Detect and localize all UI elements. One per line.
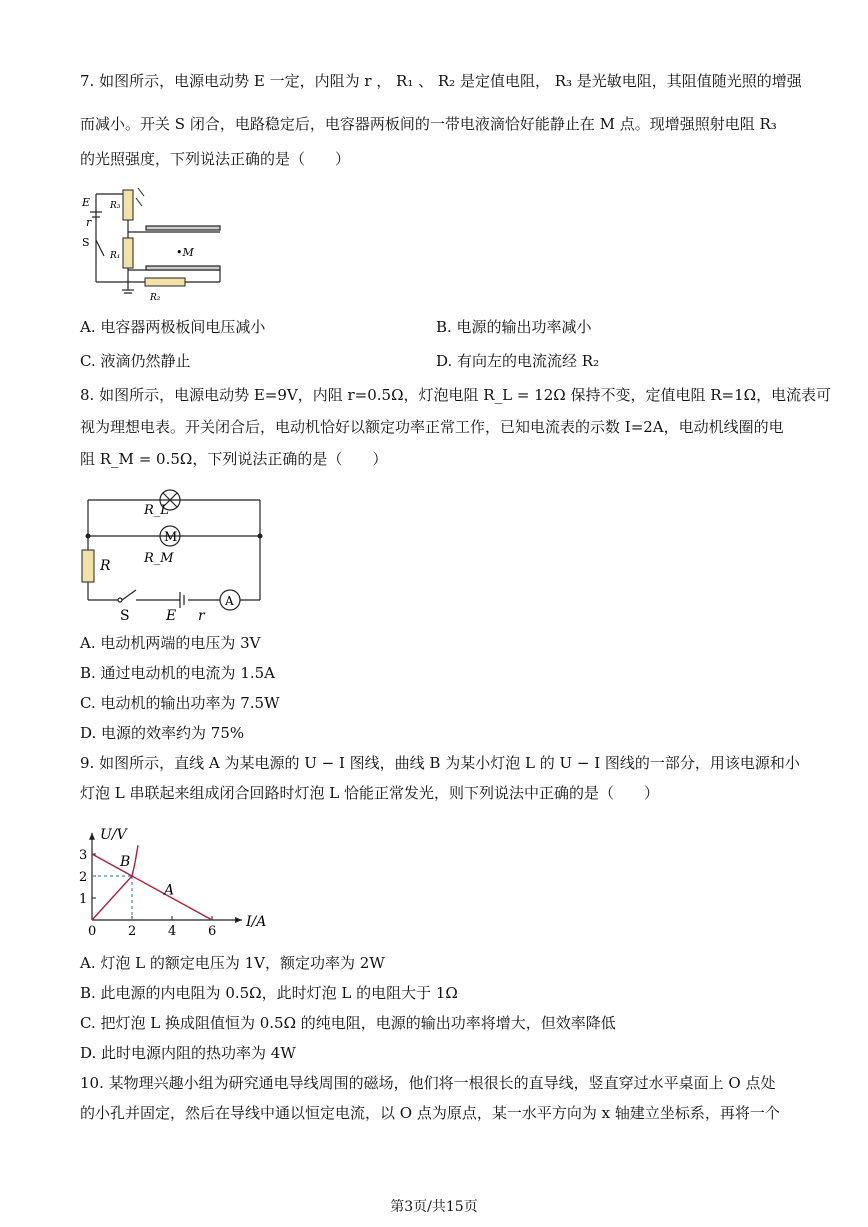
q8-circuit-figure xyxy=(80,482,270,622)
q8-line-1: 8. 如图所示，电源电动势 E=9V，内阻 r=0.5Ω，灯泡电阻 R_L = 12Ω 保持不变，定值电阻 R=1Ω，电流表可 xyxy=(80,386,832,404)
q8-label-motor: M xyxy=(164,530,178,545)
x-tick-label: 6 xyxy=(208,924,217,939)
q7-label-R3: R₃ xyxy=(110,201,121,211)
q7-label-R1: R₁ xyxy=(110,251,121,261)
q7-label-r: r xyxy=(86,216,92,229)
q9-line-2: 灯泡 L 串联起来组成闭合回路时灯泡 L 恰能正常发光，则下列说法中正确的是（ ） xyxy=(80,784,659,802)
q9-ui-chart xyxy=(76,808,276,948)
q7-option-c[interactable]: C. 液滴仍然静止 xyxy=(80,352,191,370)
q10-line-2: 的小孔并固定，然后在导线中通以恒定电流，以 O 点为原点，某一水平方向为 x 轴建立坐标系，再将一个 xyxy=(80,1104,780,1122)
q7-line-1: 7. 如图所示，电源电动势 E 一定，内阻为 r ， R₁ 、 R₂ 是定值电阻， R₃ 是光敏电阻，其阻值随光照的增强 xyxy=(80,72,802,90)
q7-label-S: S xyxy=(82,236,90,249)
q9-option-a[interactable]: A. 灯泡 L 的额定电压为 1V，额定功率为 2W xyxy=(80,954,385,972)
y-axis-arrow xyxy=(89,833,95,840)
q8-option-d[interactable]: D. 电源的效率约为 75% xyxy=(80,724,245,742)
q8-line-2: 视为理想电表。开关闭合后，电动机恰好以额定功率正常工作，已知电流表的示数 I=2A，电动机线圈的电 xyxy=(80,418,784,436)
y-axis-label: U/V xyxy=(100,826,127,843)
x-axis-label: I/A xyxy=(246,914,267,930)
q7-label-M: •M xyxy=(176,246,194,259)
q9-option-b[interactable]: B. 此电源的内电阻为 0.5Ω，此时灯泡 L 的电阻大于 1Ω xyxy=(80,984,458,1002)
x-tick-label: 0 xyxy=(88,924,97,939)
q7-label-R2: R₂ xyxy=(150,293,161,303)
annotation-B: B xyxy=(120,854,131,870)
series-A xyxy=(92,854,212,920)
q8-label-E: E xyxy=(166,608,177,622)
y-tick-label: 3 xyxy=(79,848,88,863)
q8-line-3: 阻 R_M = 0.5Ω，下列说法正确的是（ ） xyxy=(80,450,388,468)
q7-label-E: E xyxy=(82,196,91,209)
page-footer: 第3页/共15页 xyxy=(390,1199,478,1215)
q7-option-a[interactable]: A. 电容器两极板间电压减小 xyxy=(80,318,266,336)
series-B xyxy=(92,845,138,920)
q9-option-c[interactable]: C. 把灯泡 L 换成阻值恒为 0.5Ω 的纯电阻，电源的输出功率将增大，但效率降低 xyxy=(80,1014,616,1032)
q7-option-d[interactable]: D. 有向左的电流流经 R₂ xyxy=(436,352,600,370)
q7-option-b[interactable]: B. 电源的输出功率减小 xyxy=(436,318,592,336)
series-label-A: A xyxy=(164,882,175,899)
q7-circuit-figure xyxy=(80,182,240,306)
y-tick-label: 2 xyxy=(79,870,88,885)
q8-label-RL: R_L xyxy=(144,503,169,518)
q8-label-R: R xyxy=(100,558,111,574)
x-tick-label: 4 xyxy=(168,924,177,939)
q8-option-b[interactable]: B. 通过电动机的电流为 1.5A xyxy=(80,664,276,682)
q8-label-RM: R_M xyxy=(144,551,174,566)
q7-line-3: 的光照强度，下列说法正确的是（ ） xyxy=(80,150,351,168)
q8-label-S: S xyxy=(120,608,130,622)
y-tick-label: 1 xyxy=(79,892,88,907)
x-axis-arrow xyxy=(235,917,242,923)
q8-label-r: r xyxy=(198,608,205,622)
q7-line-2: 而减小。开关 S 闭合，电路稳定后，电容器两板间的一带电液滴恰好能静止在 M 点。现增强照射电阻 R₃ xyxy=(80,115,777,133)
q9-line-1: 9. 如图所示，直线 A 为某电源的 U − I 图线，曲线 B 为某小灯泡 L 的 U − I 图线的一部分，用该电源和小 xyxy=(80,754,800,772)
q9-option-d[interactable]: D. 此时电源内阻的热功率为 4W xyxy=(80,1044,296,1062)
x-tick-label: 2 xyxy=(128,924,137,939)
q8-label-ammeter: A xyxy=(225,594,234,608)
q8-option-a[interactable]: A. 电动机两端的电压为 3V xyxy=(80,634,261,652)
q8-option-c[interactable]: C. 电动机的输出功率为 7.5W xyxy=(80,694,280,712)
q10-line-1: 10. 某物理兴趣小组为研究通电导线周围的磁场，他们将一根很长的直导线，竖直穿过水平桌面上 O 点处 xyxy=(80,1074,776,1092)
